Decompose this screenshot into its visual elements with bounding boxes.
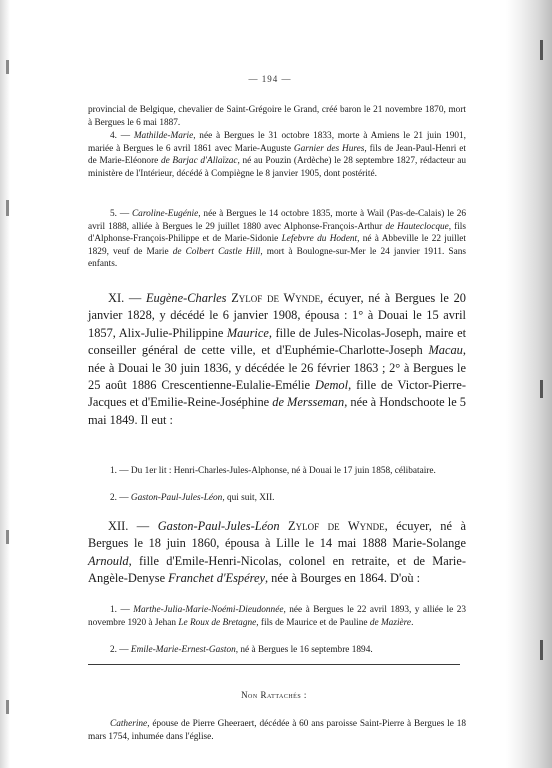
scan-edge-mark	[6, 200, 9, 216]
person-name: de Mersseman	[272, 395, 345, 410]
entry-text: , née à Bourges en 1864. D'où :	[264, 571, 421, 586]
generation-number: XI. —	[108, 291, 146, 305]
entry-text: , qui suit, XII.	[222, 493, 275, 503]
entry-text: , fils de Maurice et de Pauline	[256, 617, 370, 628]
entry-text: , née à Bergues le 22 avril 1893, y alliée le 23 novembre 1920 à Jehan	[88, 605, 466, 628]
scan-edge-mark	[540, 40, 543, 60]
entry-text: .	[411, 617, 414, 628]
paragraph-generation-xii	[88, 518, 466, 588]
entry-number: 4. —	[110, 131, 134, 141]
section-divider	[88, 664, 460, 665]
entry-text: , née à Hondschoote le 5 mai 1849. Il eut :	[88, 395, 466, 427]
person-name: Gaston-Paul-Jules-Léon	[130, 493, 223, 503]
person-name: Arnould	[88, 553, 129, 568]
scan-edge-mark	[6, 530, 9, 544]
paragraph-continuation: provincial de Belgique, chevalier de Saint-Grégoire le Grand, créé baron le 21 novembre 1870, mort à Bergues le 6 mai 1887.	[88, 105, 466, 128]
entry-text: , née à Bergues le 14 octobre 1835, morte à Wail (Pas-de-Calais) le 26 avril 1888, alliée à Bergues le 29 juillet 1880 avec Alphonse-François-Arthur	[88, 209, 466, 232]
entry-text: , écuyer, né à Bergues le 18 juin 1860, épousa à Lille le 14 mai 1888 Marie-Solange	[88, 519, 467, 551]
scan-edge-mark	[540, 380, 543, 398]
paragraph-child-4	[88, 130, 466, 180]
entry-number: 1. —	[110, 605, 134, 615]
person-name: Maurice	[226, 325, 269, 340]
scan-shadow-left	[0, 0, 10, 768]
entry-text: , né à Abbeville le 22 juillet 1829, veuf de Marie	[88, 234, 466, 257]
page-number: — 194 —	[248, 74, 292, 84]
person-name: Macau	[428, 343, 463, 358]
scan-edge-mark	[6, 60, 9, 74]
person-name: Gaston-Paul-Jules-Léon	[157, 519, 280, 533]
entry-text: , née à Douai le 30 juin 1836, y décédée le 26 février 1863 ; 2° à Bergues le 25 août 1886 Crescentienne-Eulalie-Emélie	[88, 343, 466, 393]
paragraph-unattached	[88, 718, 466, 743]
entry-number: 2. —	[110, 493, 131, 503]
paragraph-child-2	[88, 492, 466, 505]
entry-text: , née à Bergues le 31 octobre 1833, morte à Amiens le 21 juin 1901, mariée à Bergues le 6 avril 1861 avec Marie-Auguste	[88, 131, 466, 154]
person-name: Lefebvre du Hodent	[281, 234, 358, 245]
entry-text: , écuyer, né à Bergues le 20 janvier 1828, y décédé le 6 janvier 1908, épousa : 1° à Douai le 15 avril 1857, Alix-Julie-Philippine	[88, 291, 466, 340]
scan-shadow-right	[506, 0, 552, 768]
entry-text: , né au Pouzin (Ardèche) le 28 septembre 1827, rédacteur au ministère de l'Intérieur, décédé à Compiègne le 8 janvier 1905, dont postérité.	[88, 156, 466, 179]
person-name: de Barjac d'Allaïzac	[160, 156, 238, 167]
person-name: Franchet d'Espérey	[168, 571, 265, 586]
entry-text: , fils de Jean-Paul-Henri et de Marie-Eléonore	[88, 143, 466, 167]
person-name: Emile-Marie-Ernest-Gaston	[130, 645, 236, 655]
entry-text: , épouse de Pierre Gheeraert, décédée à 60 ans paroisse Saint-Pierre à Bergues le 18 mars 1754, inhumée dans l'église.	[88, 719, 466, 742]
person-name: de Colbert Castle Hill	[172, 246, 261, 257]
entry-text: , né à Bergues le 16 septembre 1894.	[235, 645, 373, 655]
person-name: Garnier des Hures	[293, 143, 365, 154]
entry-number: 2. —	[110, 645, 131, 655]
entry-text: , fille de Jules-Nicolas-Joseph, maire et conseiller général de cette ville, et d'Euphémie-Charlotte-Joseph	[88, 325, 467, 358]
generation-number: XII. —	[108, 519, 158, 533]
person-name: de Hauteclocque	[385, 221, 449, 232]
paragraph-child-2	[88, 644, 466, 657]
person-name: Eugène-Charles	[145, 291, 227, 305]
entry-number: 5. —	[110, 209, 132, 219]
section-heading	[88, 690, 460, 700]
family-surname: Zylof de Wynde	[288, 519, 385, 533]
entry-text: , fils d'Alphonse-François-Philippe et de Marie-Sidonie	[88, 221, 466, 245]
person-name: Demol	[315, 378, 349, 393]
scan-edge-mark	[540, 640, 543, 660]
paragraph-generation-xi	[88, 290, 466, 429]
paragraph-child-1: 1. — Du 1er lit : Henri-Charles-Jules-Alphonse, né à Douai le 17 juin 1858, célibataire.	[110, 466, 436, 476]
scan-edge-mark	[6, 700, 9, 714]
person-name: Catherine	[110, 719, 148, 729]
person-name: Le Roux de Bretagne	[178, 617, 257, 628]
person-name: de Mazière	[369, 617, 412, 628]
entry-text: , mort à Boulogne-sur-Mer le 24 janvier 1911. Sans enfants.	[88, 246, 466, 270]
section-heading-text: Non Rattachés :	[241, 690, 307, 700]
paragraph-child-1	[88, 604, 466, 629]
person-name: Caroline-Eugénie	[131, 209, 199, 219]
person-name: Marthe-Julia-Marie-Noémi-Dieudonnée	[133, 605, 284, 615]
person-name: Mathilde-Marie	[133, 131, 194, 141]
entry-text: , fille d'Emile-Henri-Nicolas, colonel en retraite, et de Marie-Angèle-Denyse	[88, 553, 466, 586]
family-surname: Zylof de Wynde	[231, 291, 321, 305]
paragraph-child-5	[88, 208, 466, 271]
entry-text: , fille de Victor-Pierre-Jacques et d'Emilie-Reine-Joséphine	[88, 378, 466, 410]
